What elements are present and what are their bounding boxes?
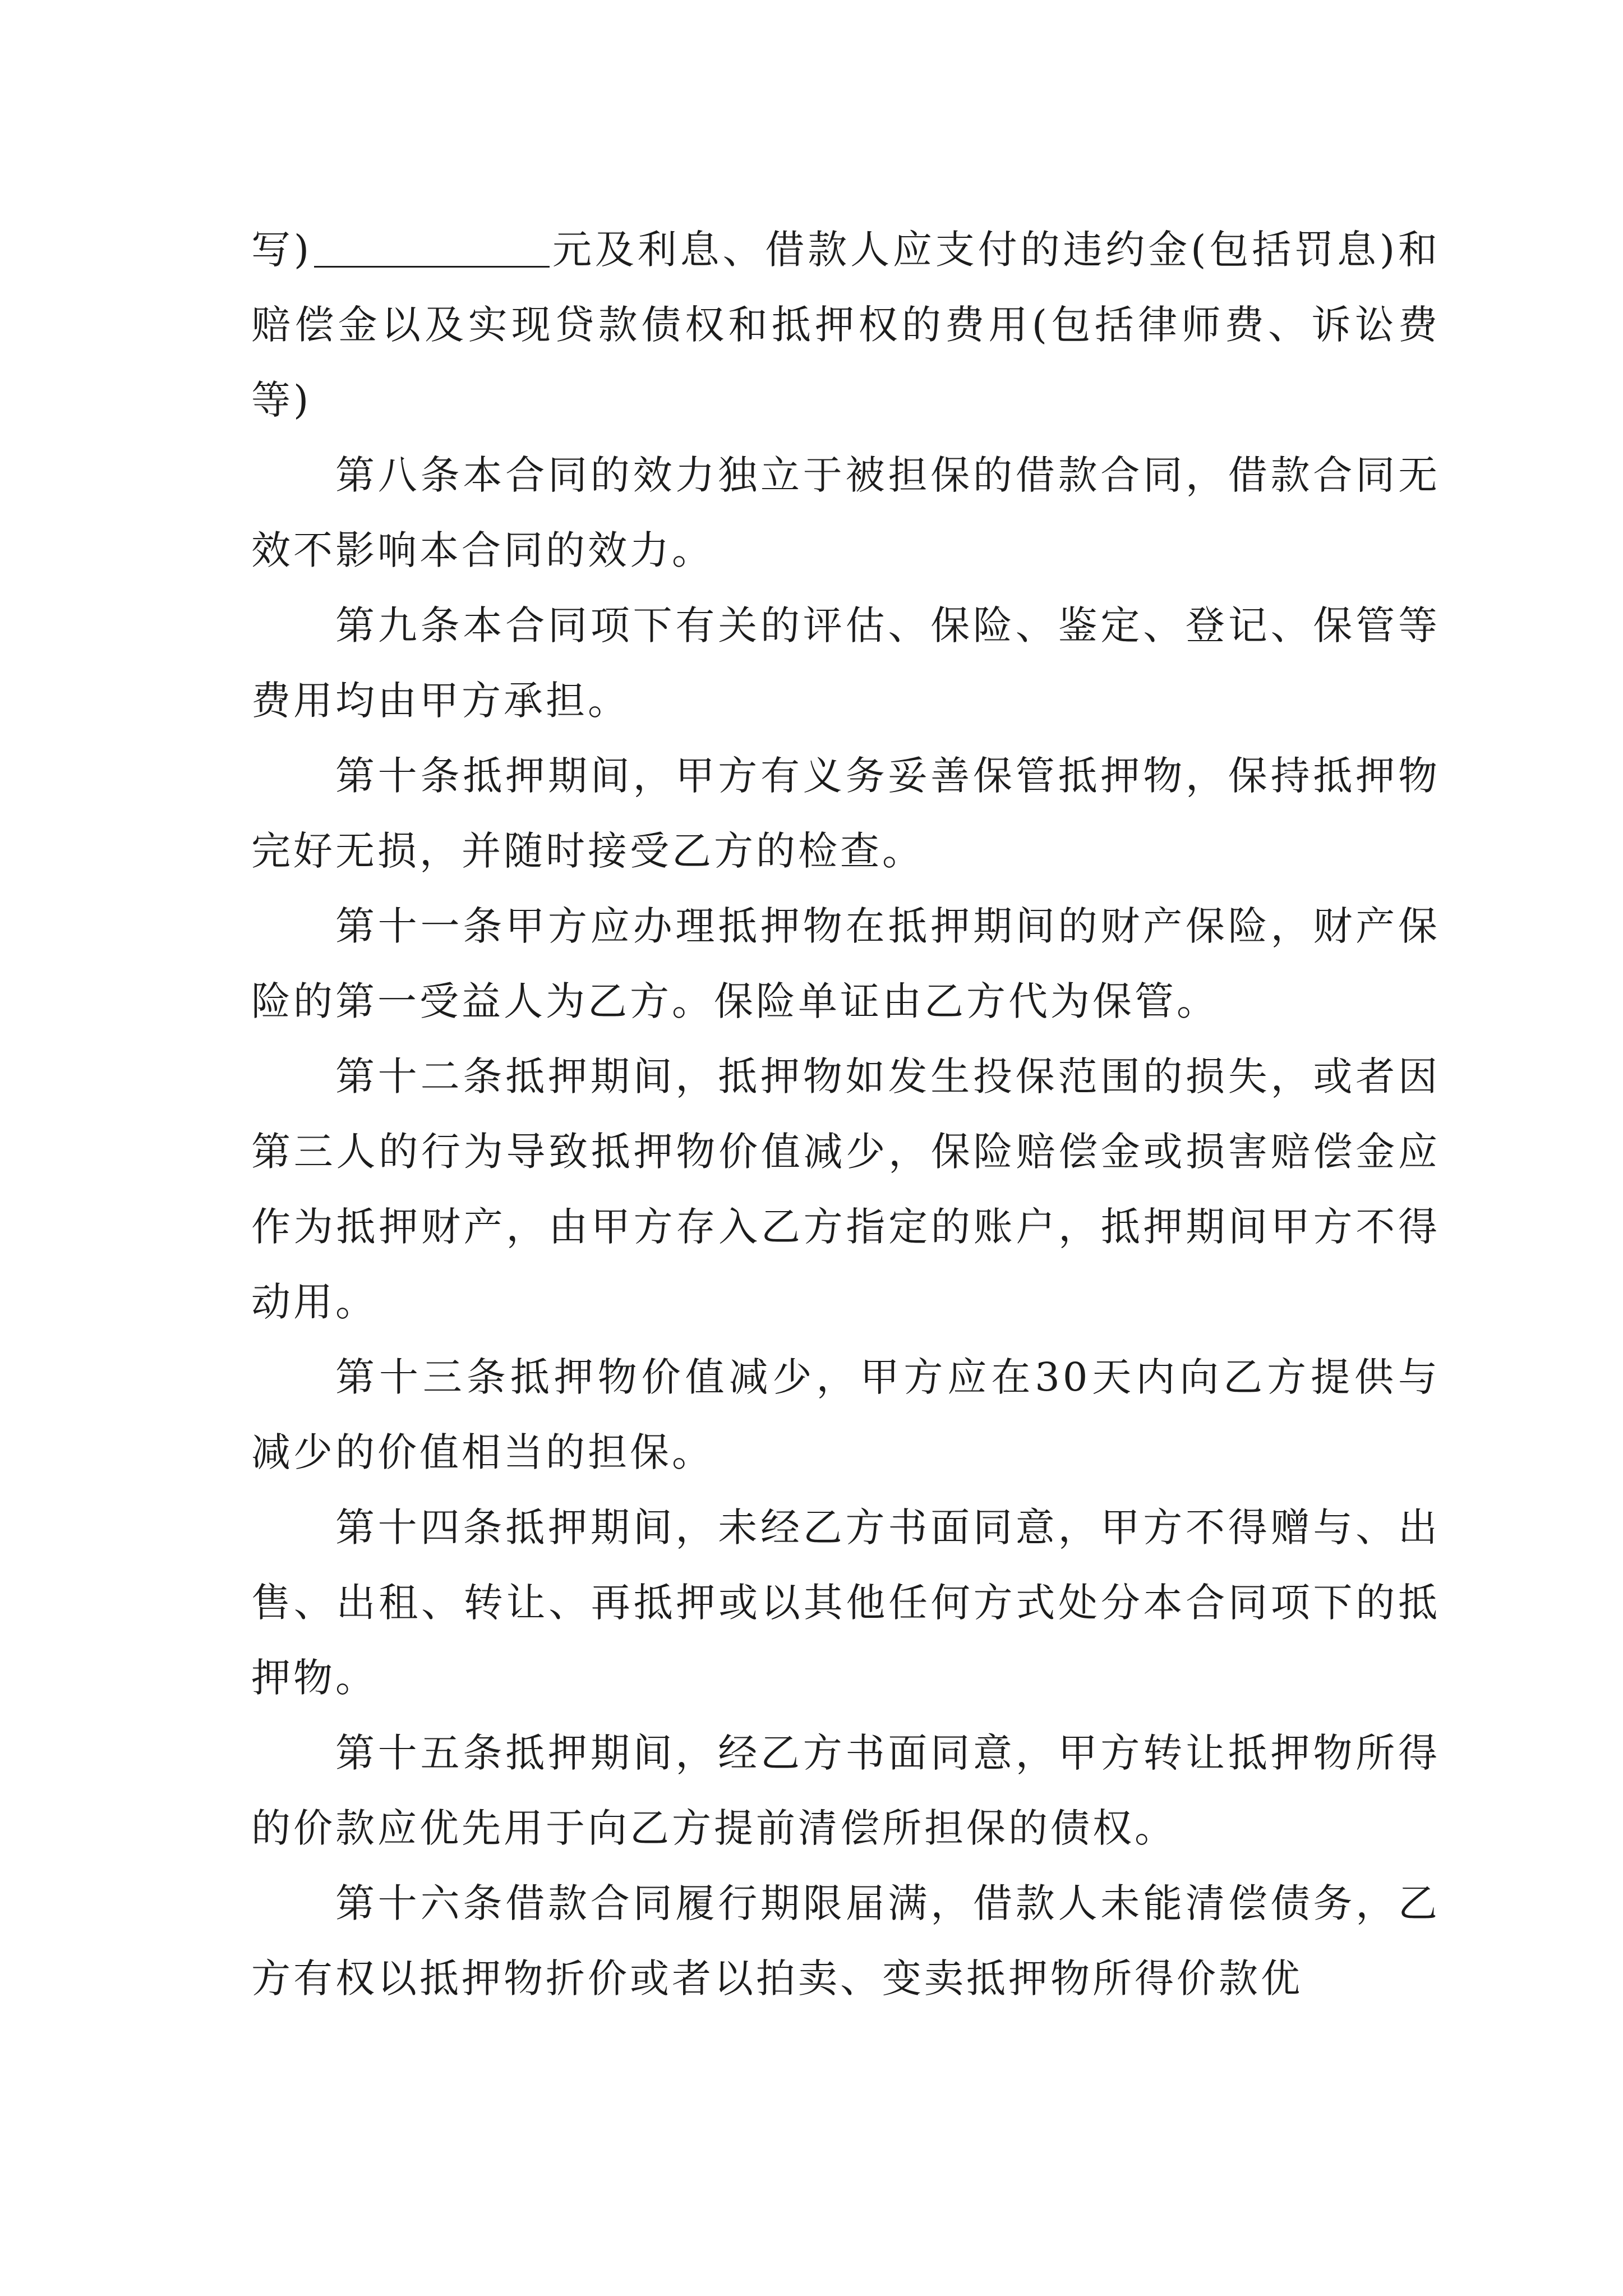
- article-13: 第十三条抵押物价值减少，甲方应在30天内向乙方提供与减少的价值相当的担保。: [251, 1354, 1440, 1475]
- article-16: 第十六条借款合同履行期限届满，借款人未能清偿债务，乙方有权以抵押物折价或者以拍卖、变卖抵押物所得价款优: [251, 1880, 1440, 2001]
- paragraph-continued-suffix: 元及利息、借款人应支付的违约金(包括罚息)和赔偿金以及实现贷款债权和抵押权的费用(包括律师费、诉讼费等): [251, 227, 1440, 423]
- article-12: 第十二条抵押期间，抵押物如发生投保范围的损失，或者因第三人的行为导致抵押物价值减少，保险赔偿金或损害赔偿金应作为抵押财产，由甲方存入乙方指定的账户，抵押期间甲方不得动用。: [251, 1053, 1440, 1325]
- article-15: 第十五条抵押期间，经乙方书面同意，甲方转让抵押物所得的价款应优先用于向乙方提前清偿所担保的债权。: [251, 1730, 1440, 1851]
- article-10: 第十条抵押期间，甲方有义务妥善保管抵押物，保持抵押物完好无损，并随时接受乙方的检查。: [251, 753, 1440, 874]
- article-11: 第十一条甲方应办理抵押物在抵押期间的财产保险，财产保险的第一受益人为乙方。保险单证由乙方代为保管。: [251, 903, 1440, 1024]
- fill-in-blank: [314, 226, 550, 268]
- article-9: 第九条本合同项下有关的评估、保险、鉴定、登记、保管等费用均由甲方承担。: [251, 602, 1440, 724]
- document-body: [251, 212, 1440, 2016]
- paragraph-continued: [251, 212, 1440, 438]
- article-8: 第八条本合同的效力独立于被担保的借款合同，借款合同无效不影响本合同的效力。: [251, 452, 1440, 573]
- paragraph-continued-prefix: 写): [251, 227, 312, 273]
- article-14: 第十四条抵押期间，未经乙方书面同意，甲方不得赠与、出售、出租、转让、再抵押或以其他任何方式处分本合同项下的抵押物。: [251, 1504, 1440, 1701]
